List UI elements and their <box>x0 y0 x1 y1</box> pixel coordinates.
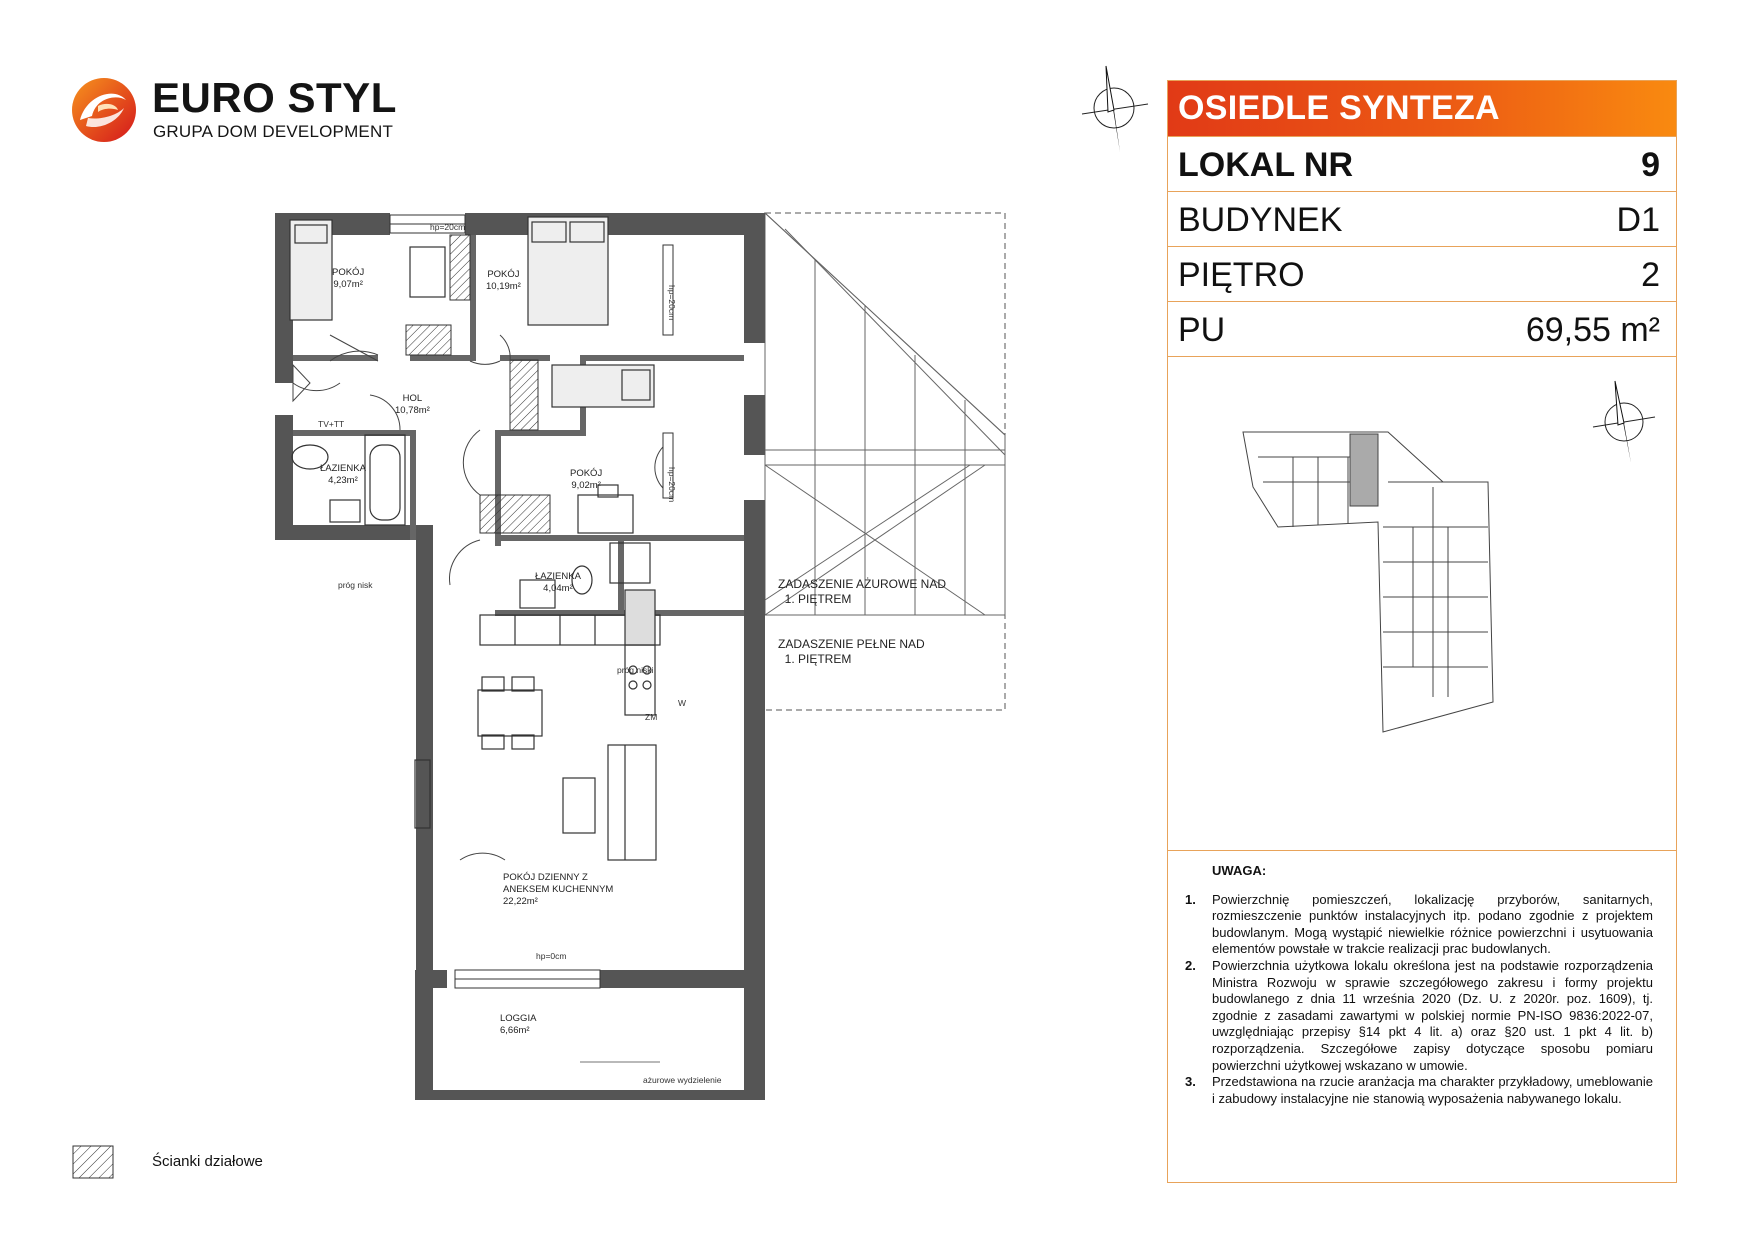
hp-label-right-2: hp=20cm <box>667 467 677 503</box>
key-plan <box>1238 427 1538 757</box>
roof-open-label: ZADASZENIE AŻUROWE NAD 1. PIĘTREM <box>778 577 947 606</box>
room-label-hol: HOL 10,78m² <box>395 393 430 416</box>
door-swings <box>293 335 665 860</box>
room-label-lazienka-2: ŁAZIENKA 4,04m² <box>535 571 581 594</box>
notes-title: UWAGA: <box>1212 863 1267 878</box>
row-budynek <box>1168 191 1676 246</box>
info-panel <box>1167 80 1677 1183</box>
room-label-lazienka-1: ŁAZIENKA 4,23m² <box>320 463 366 486</box>
note-2: 2. Powierzchnia użytkowa lokalu określona jest na podstawie rozporządzenia Ministra Rozwoju w sprawie szczegółowego zakresu i formy projektu budowlanego z dnia 11 września 2020 (Dz. U. z 2020r. poz. 1609), tj. zgodnie z zasadami zawartymi w polskiej normie PN-ISO 9836:2022-07, uwzględniając przepisy §14 pkt 4 lit. a) oraz §20 ust. 1 pkt 4 lit. b) rozporządzenia. Szczegółowe zapisy dotyczące sposobu pomiaru powierzchni użytkowej wskazano w umowie. <box>1185 957 1653 1073</box>
room-label-loggia: LOGGIA 6,66m² <box>500 1013 537 1036</box>
legend-label: Ścianki działowe <box>152 1153 263 1170</box>
note-1: 1. Powierzchnię pomieszczeń, lokalizację przyborów, sanitarnych, rozmieszczenie punktów instalacyjnych itp. podano zgodnie z projektem budowlanym. Mogą wystąpić niewielkie różnice powierzchni i usytuowania elementów powstałe w trakcie realizacji prac budowlanych. <box>1185 891 1653 957</box>
note-3: 3. Przedstawiona na rzucie aranżacja ma charakter przykładowy, umeblowanie i zabudowy instalacyjne nie stanowią wyposażenia nabywanego lokalu. <box>1185 1074 1653 1106</box>
panel-header <box>1168 81 1676 136</box>
w-label: W <box>678 698 687 708</box>
brand-name: EURO STYL <box>152 74 397 121</box>
partition-wall-legend-swatch <box>72 1145 114 1179</box>
row-pietro <box>1168 246 1676 301</box>
zm-label: ZM <box>645 712 658 722</box>
estate-name: OSIEDLE SYNTEZA <box>1178 89 1500 127</box>
room-label-pokoj-2: POKÓJ 10,19m² <box>486 269 521 292</box>
row-pu-value: 69,55 m² <box>1525 311 1660 349</box>
row-lokal-value: 9 <box>1641 146 1660 184</box>
key-plan-highlight <box>1350 434 1378 506</box>
eurostyl-logo <box>70 70 397 150</box>
azurowe-label: ażurowe wydzielenie <box>643 1075 722 1085</box>
threshold-label-1: próg nisk <box>338 580 373 590</box>
roof-pergola <box>765 213 1005 615</box>
room-label-salon: POKÓJ DZIENNY Z ANEKSEM KUCHENNYM 22,22m² <box>503 872 614 907</box>
row-lokal-label: LOKAL NR <box>1178 146 1354 184</box>
notes-section <box>1183 863 1653 1107</box>
hp-label-top: hp=20cm <box>430 222 466 232</box>
row-pu-label: PU <box>1178 311 1226 349</box>
floor-plan <box>270 205 1030 1115</box>
outer-walls <box>275 213 765 1100</box>
roof-outline <box>765 213 1005 710</box>
threshold-label-2: próg niski <box>617 665 654 675</box>
eurostyl-logo-icon <box>70 76 138 144</box>
row-pietro-value: 2 <box>1641 256 1660 294</box>
row-budynek-value: D1 <box>1616 201 1660 239</box>
roof-full-label: ZADASZENIE PEŁNE NAD 1. PIĘTREM <box>778 637 925 666</box>
room-label-pokoj-1: POKÓJ 9,07m² <box>332 267 365 290</box>
brand-subtitle: GRUPA DOM DEVELOPMENT <box>153 122 394 141</box>
north-arrow-mini-icon <box>1589 377 1659 467</box>
room-label-pokoj-3: POKÓJ 9,02m² <box>570 468 603 491</box>
row-pu <box>1168 301 1676 356</box>
row-budynek-label: BUDYNEK <box>1178 201 1343 239</box>
hp-label-loggia: hp=0cm <box>536 951 567 961</box>
hp-label-right-1: hp=20cm <box>667 285 677 321</box>
north-arrow-icon <box>1078 62 1150 156</box>
key-plan-section <box>1168 356 1676 851</box>
row-lokal <box>1168 136 1676 191</box>
tv-label: TV+TT <box>318 419 345 429</box>
row-pietro-label: PIĘTRO <box>1178 256 1305 294</box>
